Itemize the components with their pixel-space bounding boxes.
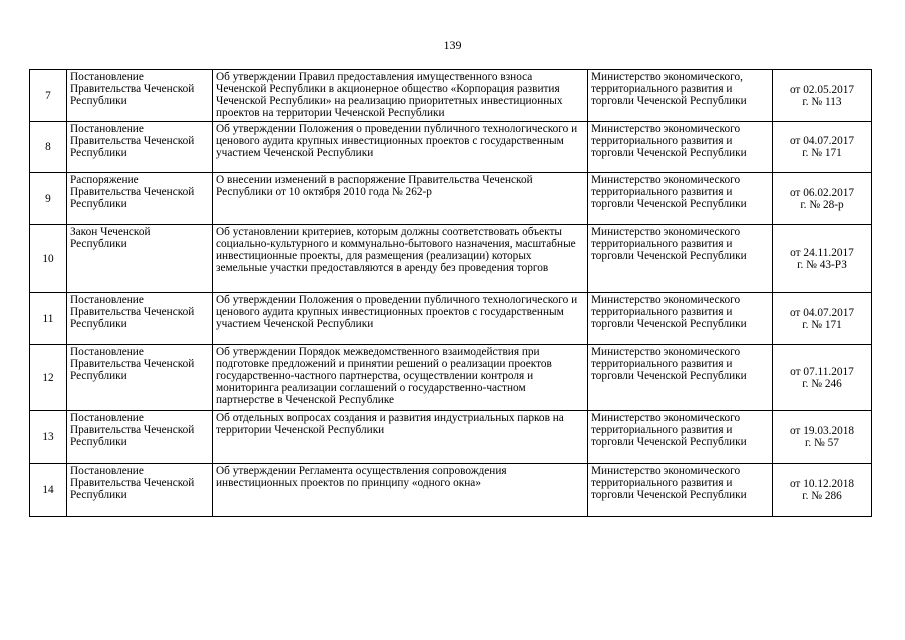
act-number: г. № 286	[802, 490, 842, 502]
act-number: г. № 246	[802, 377, 842, 390]
act-title: Об утверждении Регламента осуществления сопровождения инвестиционных проектов по принципу «одного окна»	[213, 464, 588, 517]
row-number: 7	[30, 70, 67, 122]
responsible-authority: Министерство экономического территориального развития и торговли Чеченской Республики	[588, 122, 773, 173]
responsible-authority: Министерство экономического территориального развития и торговли Чеченской Республики	[588, 411, 773, 464]
act-number: г. № 43-РЗ	[797, 258, 847, 271]
table-row	[30, 464, 872, 517]
act-number: г. № 171	[802, 147, 842, 159]
table-row	[30, 411, 872, 464]
act-title: О внесении изменений в распоряжение Правительства Чеченской Республики от 10 октября 2010 года № 262-р	[213, 173, 588, 225]
act-title: Об утверждении Положения о проведении публичного технологического и ценового аудита крупных инвестиционных проектов с государственным участием Чеченской Республики	[213, 122, 588, 173]
responsible-authority: Министерство экономического территориального развития и торговли Чеченской Республики	[588, 293, 773, 345]
act-title: Об отдельных вопросах создания и развития индустриальных парков на территории Чеченской Республики	[213, 411, 588, 464]
responsible-authority: Министерство экономического территориального развития и торговли Чеченской Республики	[588, 173, 773, 225]
row-number: 12	[30, 345, 67, 411]
table-row	[30, 225, 872, 293]
act-date: от 04.07.2017	[789, 306, 855, 319]
responsible-authority: Министерство экономического территориального развития и торговли Чеченской Республики	[588, 225, 773, 293]
table-row	[30, 122, 872, 173]
act-title: Об утверждении Порядок межведомственного взаимодействия при подготовке предложений и принятии решений о реализации проектов государственно-частного партнерства, осуществлении контроля и мониторинга реализации соглашений о государственно-частном партнерстве в Чеченской Республике	[213, 345, 588, 411]
act-date: от 10.12.2018	[789, 478, 855, 490]
act-date-cell	[773, 173, 872, 225]
responsible-authority: Министерство экономического территориального развития и торговли Чеченской Республики	[588, 345, 773, 411]
row-number: 10	[30, 225, 67, 293]
responsible-authority: Министерство экономического территориального развития и торговли Чеченской Республики	[588, 464, 773, 517]
act-type: Постановление Правительства Чеченской Республики	[67, 293, 213, 345]
act-type: Постановление Правительства Чеченской Республики	[67, 464, 213, 517]
act-date-cell	[773, 122, 872, 173]
row-number: 14	[30, 464, 67, 517]
legal-acts-table	[29, 69, 872, 517]
page-number: 139	[443, 38, 462, 52]
act-date: от 06.02.2017	[789, 186, 855, 199]
table-row	[30, 70, 872, 122]
act-date-cell	[773, 293, 872, 345]
act-title: Об утверждении Положения о проведении публичного технологического и ценового аудита крупных инвестиционных проектов с государственным участием Чеченской Республики	[213, 293, 588, 345]
act-date: от 07.11.2017	[790, 365, 854, 378]
act-number: г. № 57	[805, 437, 839, 449]
responsible-authority: Министерство экономического, территориального развития и торговли Чеченской Республики	[588, 70, 773, 122]
act-type: Постановление Правительства Чеченской Республики	[67, 70, 213, 122]
act-type: Постановление Правительства Чеченской Республики	[67, 345, 213, 411]
act-number: г. № 28-р	[800, 198, 844, 211]
act-type: Закон Чеченской Республики	[67, 225, 213, 293]
act-number: г. № 171	[802, 318, 842, 331]
act-date-cell	[773, 70, 872, 122]
act-number: г. № 113	[802, 95, 842, 108]
row-number: 9	[30, 173, 67, 225]
row-number: 8	[30, 122, 67, 173]
act-date: от 19.03.2018	[789, 425, 855, 437]
row-number: 13	[30, 411, 67, 464]
act-type: Распоряжение Правительства Чеченской Республики	[67, 173, 213, 225]
table-row	[30, 345, 872, 411]
act-date: от 24.11.2017	[790, 246, 854, 259]
act-date: от 02.05.2017	[789, 83, 855, 96]
act-date-cell	[773, 411, 872, 464]
act-date: от 04.07.2017	[789, 135, 855, 147]
act-type: Постановление Правительства Чеченской Республики	[67, 122, 213, 173]
table-row	[30, 293, 872, 345]
act-type: Постановление Правительства Чеченской Республики	[67, 411, 213, 464]
row-number: 11	[30, 293, 67, 345]
act-date-cell	[773, 225, 872, 293]
table-row	[30, 173, 872, 225]
act-title: Об установлении критериев, которым должны соответствовать объекты социально-культурного и коммунально-бытового назначения, масштабные инвестиционные проекты, для размещения (реализации) которых земельные участки предоставляются в аренду без проведения торгов	[213, 225, 588, 293]
act-date-cell	[773, 464, 872, 517]
act-date-cell	[773, 345, 872, 411]
act-title: Об утверждении Правил предоставления имущественного взноса Чеченской Республики в акционерное общество «Корпорация развития Чеченской Республики» на реализацию приоритетных инвестиционных проектов на территории Чеченской Республики	[213, 70, 588, 122]
